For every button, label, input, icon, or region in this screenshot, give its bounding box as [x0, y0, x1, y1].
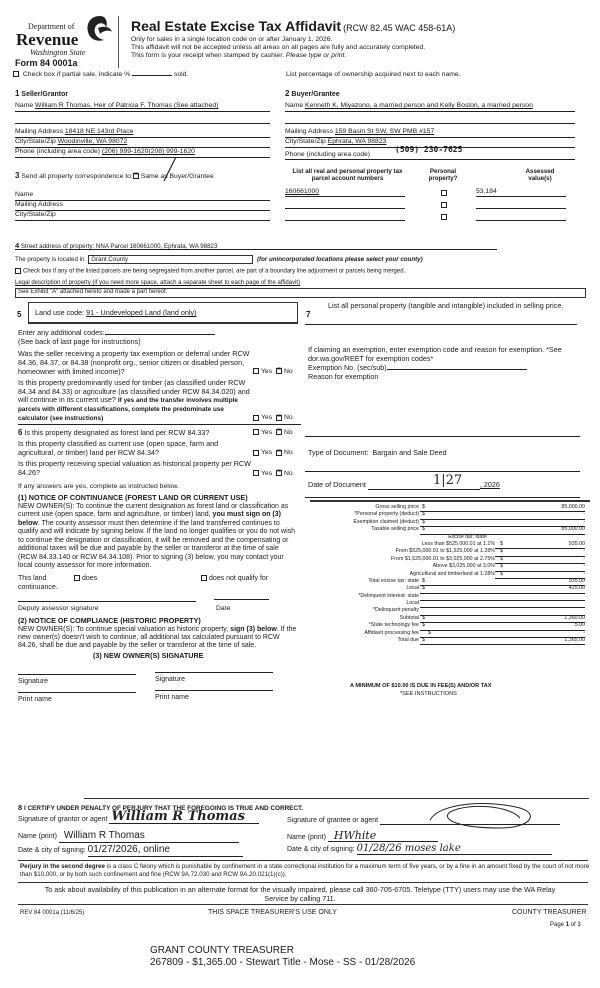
- buyer-name-line-2[interactable]: [285, 112, 575, 124]
- owner-print-2-line[interactable]: [155, 690, 273, 691]
- parcels-col-header-2: Personal property?: [428, 168, 458, 183]
- grantee-date-field[interactable]: Date & city of signing: 01/28/26 moses lake: [287, 844, 552, 855]
- land-qualify-row: This land does does not qualify for continuance.: [18, 574, 269, 591]
- fee-row: [330, 527, 585, 534]
- owner-signature-2-label: Signature: [155, 676, 185, 684]
- section7-label: List all personal property (tangible and intangible) included in selling price.: [328, 301, 564, 310]
- fee-value: 1,365.00: [564, 637, 585, 644]
- personal-property-line[interactable]: [305, 324, 577, 325]
- correspondence-name-field[interactable]: Name: [15, 191, 270, 201]
- grantee-date-value: 01/28/26 moses lake: [357, 844, 552, 855]
- land-use-box[interactable]: Land use code: 91 - Undeveloped Land (land only): [28, 302, 298, 324]
- treasurer-stamp: [150, 945, 415, 968]
- fee-row: [330, 631, 585, 638]
- document-date-year: , 2026: [479, 480, 500, 489]
- fee-row: [330, 638, 585, 645]
- form-title-ref: (RCW 82.45 WAC 458-61A): [343, 23, 456, 33]
- fees-table: [330, 505, 585, 645]
- grantee-signature-field[interactable]: Signature of grantee or agent: [287, 817, 560, 825]
- swoosh-logo-icon: [84, 14, 116, 44]
- located-label: The property is located in: [15, 256, 85, 263]
- same-as-buyer-label: Same as Buyer/Grantee: [140, 173, 214, 180]
- dollar-sign: $: [500, 548, 503, 555]
- partial-sale-row: [13, 71, 188, 79]
- fee-value: -: [583, 629, 585, 636]
- section7-num: 7: [306, 310, 311, 319]
- partial-sale-percent-field[interactable]: [132, 75, 172, 76]
- q-current-use-row: [18, 440, 301, 457]
- grantor-signature-field[interactable]: Signature of grantor or agent William R Thomas: [18, 816, 259, 824]
- tier-value: 935.00: [568, 540, 585, 547]
- tier-label: Agricultural and timberland at 1.28%: [409, 570, 495, 577]
- deputy-signature-label: Deputy assessor signature: [18, 604, 99, 612]
- land-does-not-checkbox[interactable]: [201, 575, 207, 581]
- notice-compliance-title: (2) NOTICE OF COMPLIANCE (HISTORIC PROPERTY): [18, 615, 201, 625]
- stamp-line-2: 267809 - $1,365.00 - Stewart Title - Mose - SS - 01/28/2026: [150, 956, 416, 968]
- partial-sale-checkbox[interactable]: [13, 71, 19, 77]
- land-use-value: 91 - Undeveloped Land (land only): [86, 308, 197, 317]
- fee-row: [330, 520, 585, 527]
- header-note-1: Only for sales in a single location code on or after January 1, 2026.: [131, 35, 333, 43]
- q-forest-text: 6 Is this property designated as forest land per RCW 84.33?: [18, 427, 210, 437]
- q-forest-no-checkbox[interactable]: [276, 429, 282, 435]
- correspondence-num: 3: [15, 171, 20, 180]
- q-forest-answer: Yes × No: [253, 429, 301, 437]
- footer-rule-3: [18, 904, 588, 905]
- ownership-note: List percentage of ownership acquired next to each name.: [286, 71, 461, 78]
- parcels-col-header-1: List all real and personal property tax parcel account numbers: [292, 168, 403, 183]
- owner-signature-2-line[interactable]: [155, 672, 273, 673]
- owner-print-1-label: Print name: [18, 696, 52, 704]
- personal-property-checkbox[interactable]: [441, 202, 447, 208]
- tier-label: Less than $525,000.01 at 1.1%: [421, 540, 495, 547]
- fee-value: 935.00: [568, 577, 585, 584]
- alternate-format-note: To ask about availability of this publication in an alternate format for the visually impaired, please call 360-705-6705. Teletype (TTY) users may use the WA Relay Service by calling 711.: [44, 885, 556, 903]
- fee-label: Gross selling price: [375, 504, 419, 510]
- agency-main: Revenue: [16, 30, 79, 49]
- section5-num: 5: [17, 310, 22, 319]
- q-historic-row: [18, 460, 301, 477]
- grantee-name-field[interactable]: Name (print) HWhite: [287, 830, 438, 842]
- parcel-rows: [285, 188, 575, 224]
- fee-label: Subtotal: [399, 614, 419, 621]
- street-address-value: NNA Parcel 160661000, Ephrata, WA 98823: [95, 243, 218, 250]
- minimum-due-note: A MINIMUM OF $10.00 IS DUE IN FEE(S) AND/OR TAX: [350, 683, 492, 689]
- exemption-reason-line[interactable]: [305, 436, 580, 437]
- buyer-address-field[interactable]: Mailing Address 159 Basin St SW, SW PMB #157: [285, 128, 575, 138]
- partial-sale-label-post: sold.: [173, 71, 189, 78]
- deputy-signature-block: [18, 601, 301, 617]
- q-exemption-no-checkbox[interactable]: [276, 368, 282, 374]
- handwritten-check-mark-icon: [160, 155, 180, 185]
- correspondence-section: [15, 171, 270, 221]
- owner-print-1-line[interactable]: [18, 692, 136, 693]
- form-title-block: [131, 18, 591, 60]
- fees-top-rule: [310, 500, 590, 502]
- q-exemption-row: [18, 350, 301, 376]
- agency-state: Washington State: [30, 48, 86, 57]
- property-num: 4: [15, 241, 20, 250]
- q-current-use-yes-checkbox[interactable]: [253, 450, 259, 456]
- dollar-sign: $: [428, 629, 431, 636]
- q-historic-text: Is this property receiving special valuation as historical property per RCW 84.26?: [18, 459, 251, 478]
- q-exemption-text: Was the seller receiving a property tax exemption or deferral under RCW 84.36, 84.37, or 84.38 (nonprofit org., senior citizen or disabled person, homeowner with limited income)?: [18, 349, 250, 376]
- buyer-phone-value: (509) 230-7625: [395, 145, 463, 155]
- q-timber-row: [18, 379, 301, 424]
- notice-continuance: (1) NOTICE OF CONTINUANCE (FOREST LAND OR CURRENT USE) NEW OWNER(S): To continue the current designation as forest land or classification as current use (open space, farm and agriculture, or timber) land, you must sign on (3) below. The county assessor must then determine if the land transferred continues to qualify and will indicate by signing below. If the land no longer qualifies or you do not wish to continue the designation or classification, it will be removed and the compensating or additional taxes will be due and payable by the seller or transferor at the time of sale (RCW 84.33.140 or RCW 84.34.108). Prior to signing (3) below, you may contact your local county assessor for more information.: [18, 494, 298, 571]
- county-treasurer-label: COUNTY TREASURER: [512, 909, 587, 916]
- q-current-use-text: Is this property classified as current use (open space, farm and agricultural, or timber) land per RCW 84.34?: [18, 439, 219, 457]
- fee-label: Local: [406, 600, 419, 607]
- fee-value: 5.00: [574, 622, 585, 629]
- parcel-number-field[interactable]: [285, 212, 405, 221]
- q-timber-answer: Yes × No: [253, 414, 301, 422]
- tier-label: Above $3,025,000 at 3.0%: [432, 563, 495, 570]
- grantor-date-field[interactable]: Date & city of signing: 01/27/2026, online: [18, 844, 243, 857]
- buyer-name-value: Kenneth K. Miyazono, a married person and Kelly Boston, a married person: [305, 102, 533, 110]
- seller-city-value: Woodinville, WA 98072: [57, 138, 128, 146]
- fee-label: *State technology fee: [368, 622, 419, 629]
- county-note: (for unincorporated locations please select your county): [256, 256, 423, 263]
- fee-row: [330, 601, 585, 608]
- tier-value: -: [583, 548, 585, 555]
- see-back-note: (See back of last page for instructions): [18, 336, 141, 346]
- q-historic-yes-checkbox[interactable]: [253, 470, 259, 476]
- buyer-address-value: 159 Basin St SW, SW PMB #157: [334, 128, 435, 136]
- street-address-field[interactable]: 4 Street address of property: NNA Parcel 160661000, Ephrata, WA 98823: [15, 241, 497, 250]
- buyer-city-value: Ephrata, WA 98823: [327, 138, 387, 146]
- segregated-checkbox[interactable]: [15, 268, 21, 274]
- parcel-row: [285, 212, 575, 224]
- agency-top: Department of: [28, 22, 75, 31]
- dollar-sign: $: [500, 540, 503, 547]
- owner-signature-1-label: Signature: [18, 678, 48, 686]
- land-does-checkbox[interactable]: [74, 575, 80, 581]
- dollar-sign: $: [500, 555, 503, 562]
- assessed-value-field[interactable]: 53,184: [476, 188, 566, 197]
- q-timber-bold: If yes and the transfer involves multiple parcels with different classifications, complete the predominate use calculator (see instructions): [18, 397, 238, 422]
- grantor-name-value: William R Thomas: [59, 830, 239, 843]
- tier-value: -: [583, 570, 585, 577]
- legal-description-label: Legal description of property (if you need more space, attach a separate sheet to each page of the affidavit): [15, 280, 301, 286]
- grantor-name-field[interactable]: Name (print) William R Thomas: [18, 830, 239, 843]
- perjury-note: Perjury in the second degree is a class C felony which is punishable by confinement in a state correctional institution for a maximum term of five years, or by a fine in an amount fixed by the court of not more than $10,000, or by both such confinement and fine (RCW 9A.72.030 and RCW 9A.20.021(1)(c)).: [20, 863, 590, 879]
- dollar-sign: $: [422, 518, 425, 525]
- q-exemption-answer: Yes × No: [253, 368, 301, 376]
- q-timber-text: Is this property predominantly used for timber (as classified under RCW 84.34 and 84.33) or agriculture (as classified under RCW 84.34.020) and will continue in its current use? If yes and the transfer involves multiple parcels with different classifications, complete the predominate use calculator (see instructions): [18, 378, 250, 422]
- q-forest-yes-checkbox[interactable]: [253, 429, 259, 435]
- document-date-field[interactable]: Date of Document 1|27 , 2026: [308, 472, 500, 489]
- q-historic-answer: Yes × No: [253, 470, 301, 478]
- fee-label: Exemption claimed (deduct): [353, 518, 419, 525]
- owner-signature-1-line[interactable]: [18, 674, 136, 675]
- tier-label: From $525,000.01 to $1,525,000 at 1.28%: [395, 548, 495, 555]
- county-select[interactable]: Grant County: [88, 255, 253, 264]
- fee-label: Taxable selling price: [371, 526, 419, 533]
- deputy-date-label: Date: [216, 604, 231, 612]
- fee-label: *Personal property (deduct): [354, 511, 419, 518]
- fee-value: 85,000.00: [561, 504, 585, 510]
- segregated-row: Check box if any of the listed parcels are being segregated from another parcel, are part of a boundary line adjustment or parcels being merged.: [15, 268, 405, 276]
- seller-address-field[interactable]: Mailing Address 18418 NE 143rd Place: [15, 128, 270, 138]
- seller-name-value: William R Thomas, Heir of Patricia F. Thomas (See attached): [35, 102, 219, 110]
- fee-value: -: [583, 511, 585, 518]
- owner-signatures: [18, 666, 301, 704]
- q-historic-no-checkbox[interactable]: [276, 470, 282, 476]
- footer-rule-1: [18, 860, 588, 861]
- seller-num: 1: [15, 89, 20, 98]
- footer-rule-2: [18, 882, 588, 883]
- section8-top-rule: [84, 798, 589, 799]
- fee-row: [330, 608, 585, 615]
- parcel-number-field[interactable]: [285, 200, 405, 209]
- treasurer-use-label: THIS SPACE TREASURER'S USE ONLY: [208, 909, 337, 916]
- additional-codes-field[interactable]: Enter any additional codes:: [18, 329, 301, 338]
- parcel-number-field[interactable]: 160661000: [285, 188, 405, 197]
- page-indicator: Page 1 of 3: [550, 922, 581, 928]
- seller-city-field[interactable]: City/State/Zip Woodinville, WA 98072: [15, 138, 270, 148]
- tier-label: From $1,525,000.01 to $3,025,000 at 2.75%: [391, 555, 495, 562]
- correspondence-address-field[interactable]: Mailing Address: [15, 201, 270, 211]
- fee-row: [330, 579, 585, 586]
- fee-label: *Delinquent interest: state: [358, 592, 419, 599]
- deputy-signature-line[interactable]: [18, 601, 196, 602]
- q-timber-yes-checkbox[interactable]: [253, 415, 259, 421]
- notice-continuance-title: (1) NOTICE OF CONTINUANCE (FOREST LAND OR CURRENT USE): [18, 492, 248, 502]
- dollar-sign: $: [422, 526, 425, 533]
- buyer-phone-field[interactable]: Phone (including area code) (509) 230-7625: [285, 148, 575, 160]
- dollar-sign: $: [422, 511, 425, 518]
- assessed-value-field[interactable]: [476, 212, 566, 221]
- left-questions-column: [18, 329, 301, 704]
- fee-label: *Delinquent penalty: [373, 607, 419, 614]
- dollar-sign: $: [422, 622, 425, 629]
- exemption-reason-label: Reason for exemption: [308, 372, 379, 381]
- fee-value: 85,000.00: [561, 526, 585, 533]
- buyer-section: [285, 89, 575, 160]
- buyer-city-field[interactable]: City/State/Zip Ephrata, WA 98823: [285, 138, 575, 148]
- deputy-date-line[interactable]: [214, 599, 269, 600]
- section6-num: 6: [18, 427, 23, 437]
- form-number: Form 84 0001a: [15, 58, 78, 68]
- legal-description-field[interactable]: See Exhibit "A" attached hereto and made a part hereof.: [15, 288, 586, 298]
- seller-name-field[interactable]: Name William R Thomas, Heir of Patricia F. Thomas (See attached): [15, 102, 270, 112]
- parcel-row: [285, 200, 575, 212]
- fee-label: Affidavit processing fee: [364, 629, 419, 636]
- seller-phone-value: (206) 999-1620(208) 999-1620: [101, 148, 195, 156]
- exemption-number-field[interactable]: Exemption No. (sec/sub): [308, 364, 527, 373]
- dollar-sign: $: [422, 637, 425, 644]
- dollar-sign: $: [422, 614, 425, 621]
- seller-heading: Seller/Grantor: [21, 91, 69, 98]
- dollar-sign: $: [422, 504, 425, 510]
- parcels-col-header-3: Assessed value(s): [525, 168, 555, 183]
- section8-num: 8: [18, 803, 23, 812]
- excise-tax-state-label: Excise tax: state: [448, 533, 487, 540]
- same-as-buyer-checkbox[interactable]: [133, 173, 139, 179]
- document-type-field[interactable]: Type of Document: Bargain and Sale Deed: [308, 448, 447, 457]
- new-owner-signature-title: (3) NEW OWNER(S) SIGNATURE: [93, 650, 204, 660]
- dollar-sign: $: [500, 563, 503, 570]
- fee-row: [330, 594, 585, 601]
- seller-section: [15, 89, 270, 158]
- partial-sale-label: Check box if partial sale, indicate %: [22, 71, 131, 78]
- header-note-3-italic: Please type or print.: [285, 52, 347, 60]
- if-yes-note: If any answers are yes, complete as instructed below.: [18, 482, 179, 490]
- certify-text: I CERTIFY UNDER PENALTY OF PERJURY THAT THE FOREGOING IS TRUE AND CORRECT.: [23, 805, 304, 812]
- fee-value: 425.00: [568, 585, 585, 592]
- rev-number: REV 84 0001a (11/6/25): [20, 910, 85, 916]
- see-instructions-note: *SEE INSTRUCTIONS: [400, 691, 457, 697]
- grantee-name-value: HWhite: [328, 830, 438, 842]
- correspondence-city-field[interactable]: City/State/Zip: [15, 211, 270, 221]
- fee-label: Total excise tax: state: [368, 577, 419, 584]
- seller-address-value: 18418 NE 143rd Place: [64, 128, 134, 136]
- buyer-heading: Buyer/Grantee: [291, 91, 340, 98]
- fee-label: Local: [406, 585, 419, 592]
- document-date-line: [305, 497, 580, 498]
- q-current-use-answer: Yes × No: [253, 449, 301, 457]
- header-note-2: This affidavit will not be accepted unless all areas on all pages are fully and accurately completed.: [131, 43, 426, 51]
- stamp-line-1: GRANT COUNTY TREASURER: [150, 945, 294, 956]
- fee-label: Total due: [397, 637, 419, 644]
- seller-name-line-2[interactable]: [15, 112, 270, 124]
- location-row: [15, 255, 423, 264]
- personal-property-checkbox[interactable]: [441, 190, 447, 196]
- assessed-value-field[interactable]: [476, 200, 566, 209]
- dollar-sign: $: [500, 570, 503, 577]
- grantor-signature-value: William R Thomas: [111, 809, 245, 825]
- document-date-handwritten: 1|27: [432, 472, 463, 488]
- grantee-signature-scribble-icon: [420, 800, 540, 832]
- q-forest-row: [18, 428, 301, 438]
- owner-print-2-label: Print name: [155, 694, 189, 702]
- personal-property-checkbox[interactable]: [441, 214, 447, 220]
- tier-value: -: [583, 563, 585, 570]
- dollar-sign: $: [422, 585, 425, 592]
- exemption-note: If claiming an exemption, enter exemption code and reason for exemption. *See dor.wa.gov/REET for exemption codes*: [308, 345, 562, 363]
- parcel-row: [285, 188, 575, 200]
- q-timber-no-checkbox[interactable]: [276, 415, 282, 421]
- q-exemption-yes-checkbox[interactable]: [253, 368, 259, 374]
- q-current-use-no-checkbox[interactable]: [276, 450, 282, 456]
- fee-value: 1,360.00: [564, 614, 585, 621]
- dollar-sign: $: [422, 577, 425, 584]
- grantor-date-value: 01/27/2026, online: [88, 844, 243, 857]
- tier-value: -: [583, 555, 585, 562]
- document-type-value: Bargain and Sale Deed: [372, 448, 447, 457]
- header-note-3: This form is your receipt when stamped by cashier.: [131, 52, 284, 60]
- fee-value: -: [583, 518, 585, 525]
- buyer-num: 2: [285, 89, 290, 98]
- seller-phone-field[interactable]: Phone (including area code) (206) 999-1620(208) 999-1620: [15, 148, 270, 158]
- correspondence-label: Send all property correspondence to:: [21, 173, 133, 180]
- buyer-name-field[interactable]: Name Kenneth K. Miyazono, a married person and Kelly Boston, a married person: [285, 102, 575, 112]
- form-title: Real Estate Excise Tax Affidavit: [131, 18, 342, 34]
- header-divider: [118, 16, 119, 68]
- notice-compliance: (2) NOTICE OF COMPLIANCE (HISTORIC PROPERTY) NEW OWNER(S): To continue special valuation as historic property, sign (3) below. If the new owner(s) doesn't wish to continue, all additional tax calculated pursuant to RCW 84.26, shall be due and payable by the seller or transferor at the time of sale.: [18, 615, 297, 650]
